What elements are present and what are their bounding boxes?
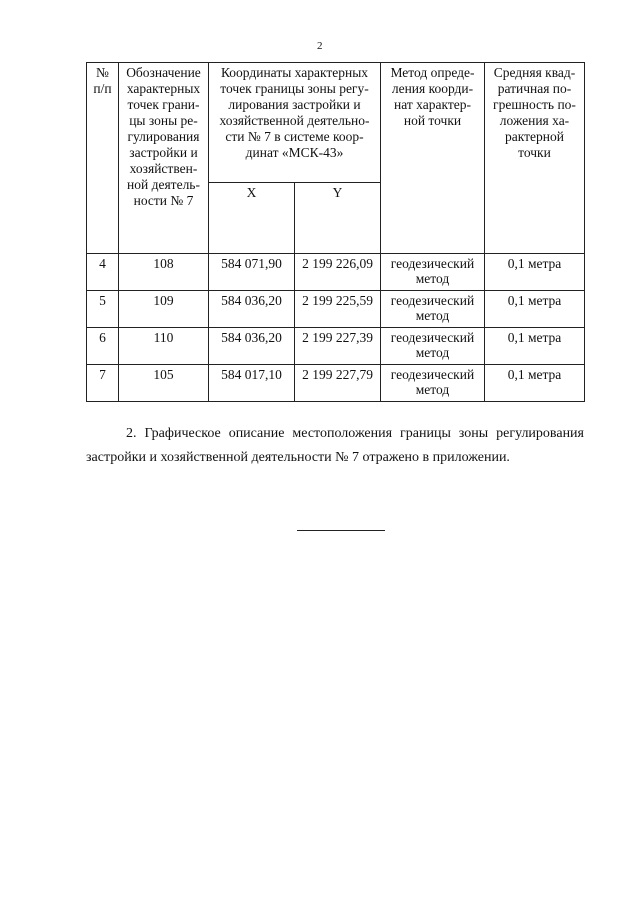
coordinates-table [86,62,585,402]
header-x: X [209,183,295,254]
header-y: Y [295,183,381,254]
cell-accuracy: 0,1 метра [485,365,585,402]
body-paragraph: 2. Графическое описание местоположения границы зоны регулирования застройки и хозяйственной деятельности № 7 отражено в приложении. [86,426,584,465]
cell-y: 2 199 227,79 [295,365,381,402]
cell-number: 6 [87,328,119,365]
cell-y: 2 199 225,59 [295,291,381,328]
cell-method: геодезический метод [381,328,485,365]
header-method: Метод опреде- ления коорди- нат характер- ной точки [381,63,485,254]
page-number: 2 [317,40,323,52]
cell-point: 109 [119,291,209,328]
cell-accuracy: 0,1 метра [485,254,585,291]
cell-method: геодезический метод [381,254,485,291]
header-number: № п/п [87,63,119,254]
cell-point: 108 [119,254,209,291]
cell-x: 584 017,10 [209,365,295,402]
cell-number: 7 [87,365,119,402]
cell-x: 584 036,20 [209,291,295,328]
cell-method: геодезический метод [381,291,485,328]
table-row [87,328,585,365]
table-row [87,254,585,291]
cell-number: 4 [87,254,119,291]
table-row [87,365,585,402]
cell-accuracy: 0,1 метра [485,291,585,328]
cell-x: 584 036,20 [209,328,295,365]
cell-number: 5 [87,291,119,328]
cell-x: 584 071,90 [209,254,295,291]
cell-y: 2 199 227,39 [295,328,381,365]
table-header-row [87,63,585,183]
cell-y: 2 199 226,09 [295,254,381,291]
header-accuracy: Средняя квад- ратичная по- грешность по- ложения ха- рактерной точки [485,63,585,254]
cell-accuracy: 0,1 метра [485,328,585,365]
table-row [87,291,585,328]
header-coordinates: Координаты характерных точек границы зоны регу- лирования застройки и хозяйственной деятельно- сти № 7 в системе коор- динат «МСК-43» [209,63,381,183]
closing-rule [297,530,385,531]
header-point-designation: Обозначение характерных точек грани- цы зоны ре- гулирования застройки и хозяйствен- ной деятель- ности № 7 [119,63,209,254]
cell-point: 105 [119,365,209,402]
cell-method: геодезический метод [381,365,485,402]
cell-point: 110 [119,328,209,365]
